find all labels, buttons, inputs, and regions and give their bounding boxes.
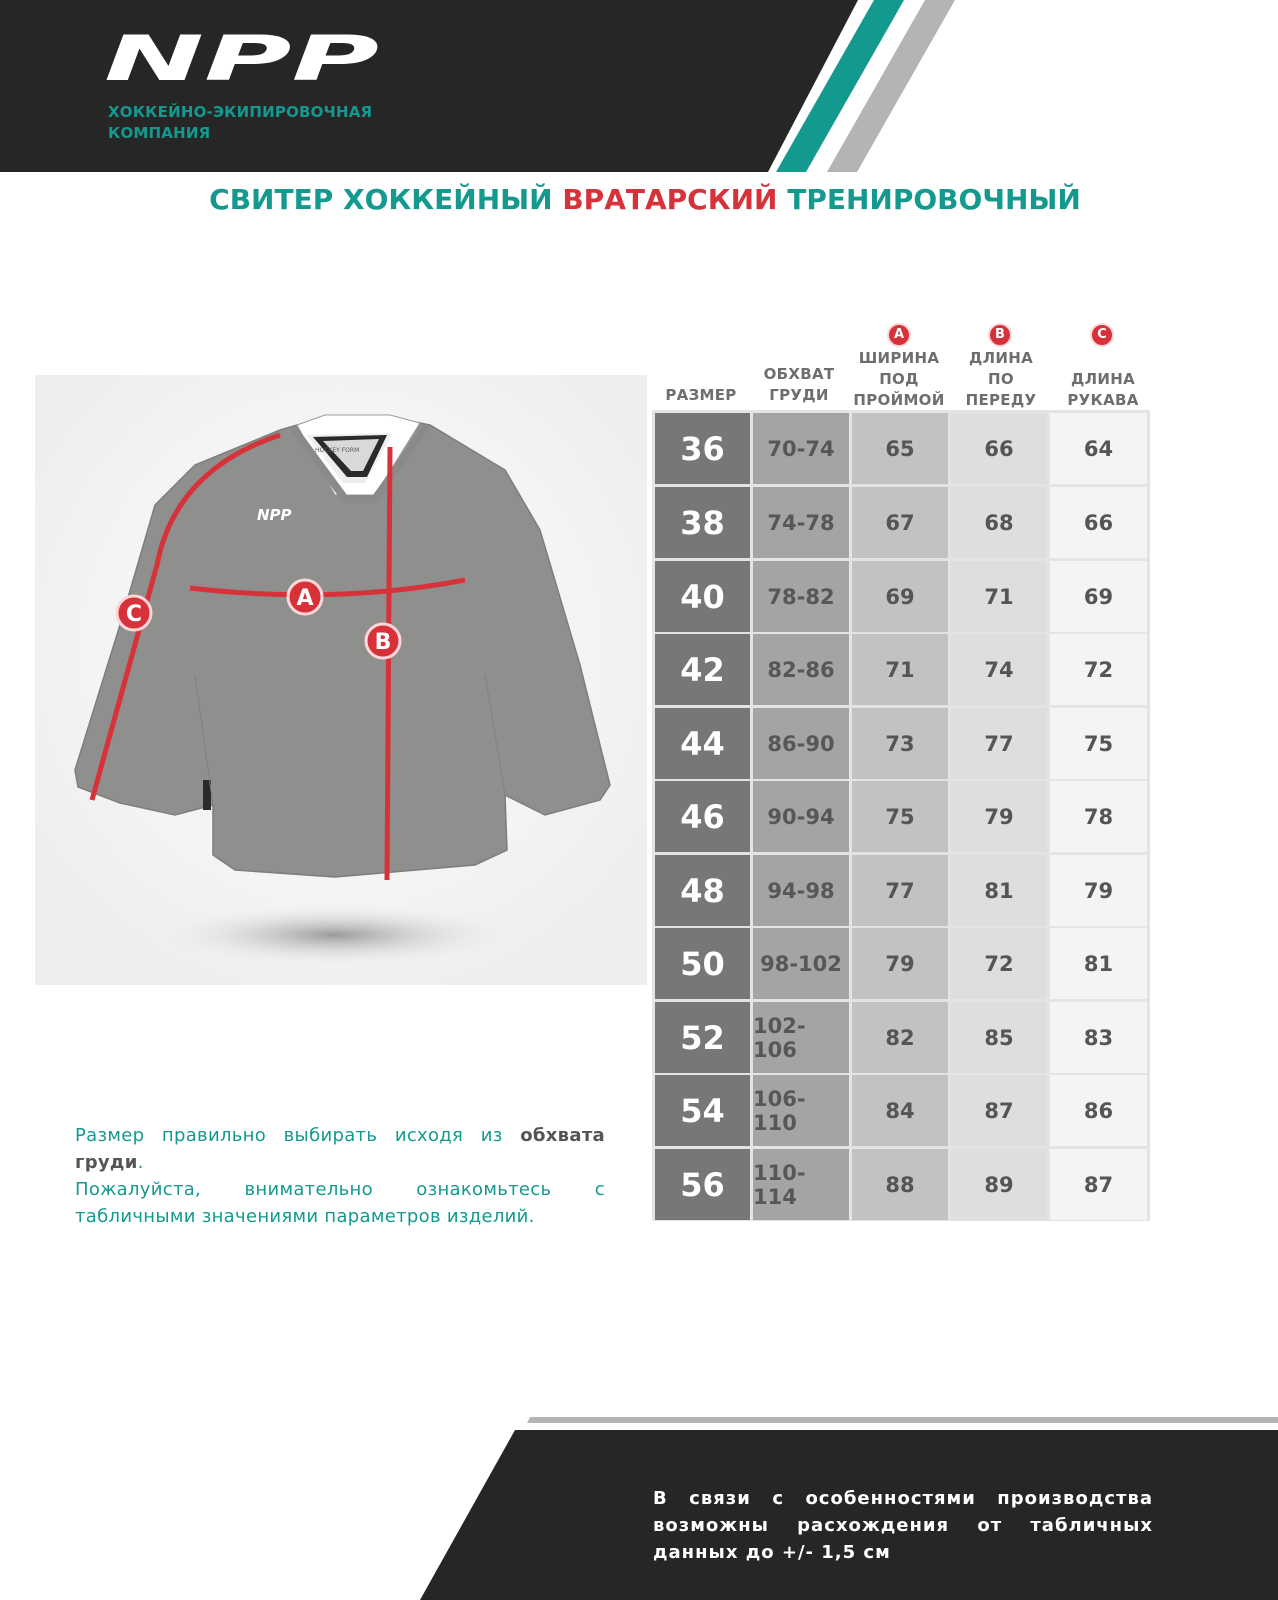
page-title (0, 183, 1278, 216)
cell-length: 72 (951, 928, 1047, 999)
npp-logo (100, 28, 390, 88)
header-length-badge: B (988, 323, 1012, 347)
header-width-line-2: ПОД (879, 370, 919, 388)
header-sleeve-line-1: ДЛИНА (1070, 370, 1136, 388)
cell-sleeve: 79 (1050, 855, 1147, 926)
header-width-line-3: ПРОЙМОЙ (853, 391, 945, 409)
npp-logo-text: NPP (104, 28, 379, 88)
note-line-2: Пожалуйста, внимательно ознакомьтесь с табличными значениями параметров изделий. (75, 1179, 605, 1227)
cell-size: 50 (655, 928, 750, 999)
size-table (652, 410, 1150, 1221)
cell-width: 67 (852, 487, 948, 558)
marker-c (117, 596, 151, 630)
cell-chest: 86-90 (753, 708, 849, 779)
cell-size: 52 (655, 1002, 750, 1073)
table-row (652, 855, 1150, 926)
cell-length: 85 (951, 1002, 1047, 1073)
table-row (652, 928, 1150, 999)
marker-b (366, 624, 400, 658)
cell-width: 69 (852, 561, 948, 632)
cell-length: 89 (951, 1149, 1047, 1220)
cell-width: 88 (852, 1149, 948, 1220)
header-chest-line-2: ГРУДИ (769, 386, 829, 404)
header-width-badge: A (887, 323, 911, 347)
cell-size: 38 (655, 487, 750, 558)
header-length-line-1: ДЛИНА (968, 349, 1034, 367)
cell-size: 42 (655, 634, 750, 705)
jersey-logo: NPP (257, 506, 292, 524)
jersey-drawing (35, 375, 647, 985)
note-part-2: . (137, 1152, 144, 1173)
cell-length: 71 (951, 561, 1047, 632)
measure-line-b (387, 447, 390, 880)
company-line-2: КОМПАНИЯ (108, 124, 211, 142)
title-part-2: ВРАТАРСКИЙ (562, 183, 778, 216)
cell-sleeve: 81 (1050, 928, 1147, 999)
cell-sleeve: 64 (1050, 413, 1147, 484)
company-name (108, 102, 372, 144)
header-size: РАЗМЕР (665, 386, 737, 404)
cell-chest: 70-74 (753, 413, 849, 484)
cell-size: 48 (655, 855, 750, 926)
cell-width: 73 (852, 708, 948, 779)
table-row (652, 487, 1150, 558)
note-part-1: Размер правильно выбирать исходя из (75, 1125, 503, 1146)
table-row (652, 1149, 1150, 1220)
cell-length: 79 (951, 781, 1047, 852)
table-row (652, 634, 1150, 705)
cell-length: 87 (951, 1075, 1047, 1146)
size-note (75, 1122, 605, 1230)
cell-size: 44 (655, 708, 750, 779)
cell-chest: 78-82 (753, 561, 849, 632)
cell-length: 77 (951, 708, 1047, 779)
table-row (652, 708, 1150, 779)
cell-chest: 74-78 (753, 487, 849, 558)
cell-width: 71 (852, 634, 948, 705)
footer-disclaimer: В связи с особенностями производства возможны расхождения от табличных данных до +/- 1,5 см (653, 1488, 1153, 1563)
company-line-1: ХОККЕЙНО-ЭКИПИРОВОЧНАЯ (108, 103, 373, 121)
header-length (951, 348, 1051, 411)
header-chest-line-1: ОБХВАТ (763, 365, 835, 383)
header-banner (0, 0, 1278, 172)
title-part-1: СВИТЕР ХОККЕЙНЫЙ (209, 183, 553, 216)
cell-size: 46 (655, 781, 750, 852)
cell-sleeve: 75 (1050, 708, 1147, 779)
cell-length: 81 (951, 855, 1047, 926)
table-row (652, 781, 1150, 852)
table-row (652, 413, 1150, 484)
cell-width: 79 (852, 928, 948, 999)
header-length-line-3: ПЕРЕДУ (965, 391, 1037, 409)
svg-text:B: B (374, 630, 392, 655)
header-chest (753, 364, 845, 406)
cell-chest: 102-106 (753, 1002, 849, 1073)
cell-sleeve: 72 (1050, 634, 1147, 705)
cell-width: 82 (852, 1002, 948, 1073)
header-length-line-2: ПО (988, 370, 1014, 388)
cell-size: 40 (655, 561, 750, 632)
jersey-tag-text: HOCKEY FORM (315, 447, 360, 454)
cell-chest: 94-98 (753, 855, 849, 926)
cell-chest: 90-94 (753, 781, 849, 852)
cell-chest: 110-114 (753, 1149, 849, 1220)
table-row (652, 1002, 1150, 1073)
jersey-shadow (150, 903, 520, 967)
cell-width: 84 (852, 1075, 948, 1146)
table-row (652, 561, 1150, 632)
title-part-3: ТРЕНИРОВОЧНЫЙ (787, 183, 1081, 216)
cell-size: 36 (655, 413, 750, 484)
cell-sleeve: 87 (1050, 1149, 1147, 1220)
cell-sleeve: 69 (1050, 561, 1147, 632)
cell-width: 77 (852, 855, 948, 926)
header-sleeve-line-2: РУКАВА (1067, 391, 1139, 409)
jersey-illustration (35, 375, 647, 985)
svg-text:C: C (125, 602, 143, 627)
note-line-1 (75, 1122, 605, 1176)
cell-sleeve: 83 (1050, 1002, 1147, 1073)
header-width (848, 348, 950, 411)
marker-a (288, 580, 322, 614)
header-width-line-1: ШИРИНА (858, 349, 940, 367)
cell-chest: 82-86 (753, 634, 849, 705)
cell-sleeve: 78 (1050, 781, 1147, 852)
cell-chest: 106-110 (753, 1075, 849, 1146)
cell-width: 65 (852, 413, 948, 484)
table-row (652, 1075, 1150, 1146)
cell-chest: 98-102 (753, 928, 849, 999)
cell-size: 54 (655, 1075, 750, 1146)
cell-length: 66 (951, 413, 1047, 484)
cell-sleeve: 86 (1050, 1075, 1147, 1146)
cell-width: 75 (852, 781, 948, 852)
cell-sleeve: 66 (1050, 487, 1147, 558)
header-sleeve (1055, 369, 1151, 411)
note-bold: обхвата груди (75, 1125, 605, 1173)
svg-text:A: A (296, 586, 314, 611)
cell-length: 74 (951, 634, 1047, 705)
cell-size: 56 (655, 1149, 750, 1220)
cell-length: 68 (951, 487, 1047, 558)
header-sleeve-badge: C (1090, 323, 1114, 347)
